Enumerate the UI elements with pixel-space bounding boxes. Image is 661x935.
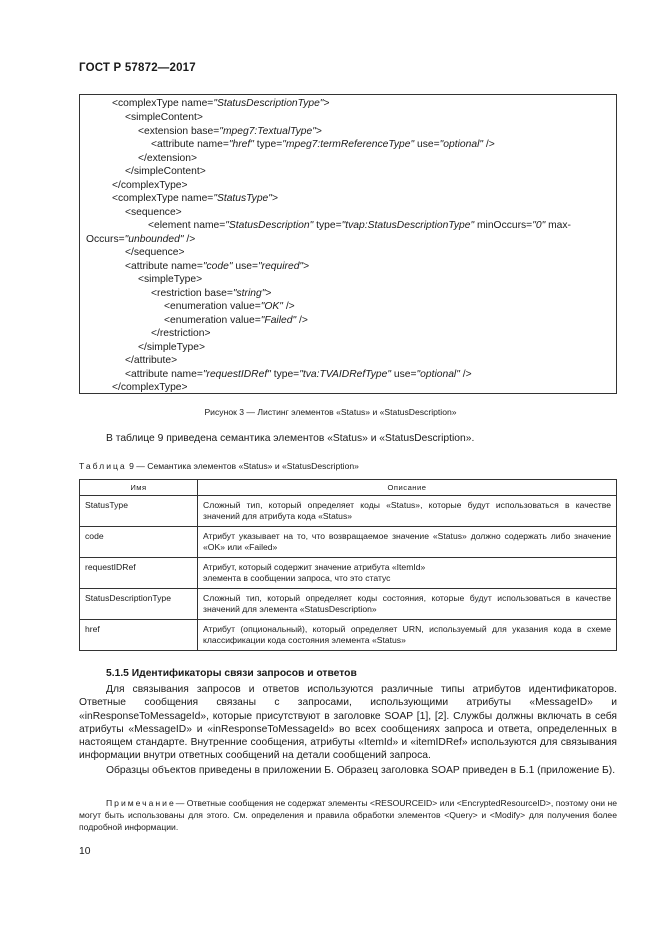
row-description: Атрибут (опциональный), который определяет URN, используемый для указания кода в схеме классификации кода состояния элемента «Status» [198,620,617,651]
section-title: 5.1.5 Идентификаторы связи запросов и ответов [106,668,357,679]
document-header: ГОСТ Р 57872—2017 [79,62,196,74]
row-description: Атрибут указывает на то, что возвращаемое значение «Status» должно содержать либо значение «OK» или «Failed» [198,527,617,558]
code-line: <element name="StatusDescription" type="tvap:StatusDescriptionType" minOccurs="0" max- [148,220,571,231]
code-listing [79,94,617,394]
table-title [79,461,359,471]
code-line: <enumeration value="Failed" /> [164,315,308,326]
row-name: StatusType [80,496,198,527]
row-name: href [80,620,198,651]
code-line: </attribute> [125,355,178,366]
code-line: <complexType name="StatusDescriptionType"> [112,98,330,109]
note-label: Примечание [106,798,176,808]
code-line: <sequence> [125,207,182,218]
note-text: — Ответные сообщения не содержат элементы <RESOURCEID> или <EncryptedResourceID>, поэтому они не могут быть использованы для этого. См. определения и правила обработки элементов <Query> и <Modify> для получения более подробной информации. [79,798,617,833]
note-block [79,797,617,834]
table-row [80,589,617,620]
code-line: </simpleContent> [125,166,206,177]
row-description: Сложный тип, который определяет коды «Status», которые будут использоваться в качестве значений для атрибута кода «Status» [198,496,617,527]
code-line: </sequence> [125,247,185,258]
code-line: Occurs="unbounded" /> [86,234,196,245]
code-line: <attribute name="href" type="mpeg7:termReferenceType" use="optional" /> [151,139,495,150]
code-line: <complexType name="StatusType"> [112,193,278,204]
semantics-table [79,479,617,651]
row-description: Сложный тип, который определяет коды состояния, которые будут использоваться в качестве значений для элемента «StatusDescription» [198,589,617,620]
code-line: <simpleType> [138,274,203,285]
column-header-name: Имя [80,480,198,496]
code-line: <restriction base="string"> [151,288,272,299]
table-row [80,527,617,558]
code-line: </restriction> [151,328,211,339]
page-number: 10 [79,846,91,857]
column-header-description: Описание [198,480,617,496]
code-line: <attribute name="requestIDRef" type="tva:TVAIDRefType" use="optional" /> [125,369,472,380]
table-header-row [80,480,617,496]
row-description: Атрибут, который содержит значение атрибута «ItemId» элемента в сообщении запроса, что это статус [198,558,617,589]
table-row [80,558,617,589]
code-line: </complexType> [112,382,188,393]
row-name: requestIDRef [80,558,198,589]
code-line: <simpleContent> [125,112,203,123]
table-row [80,620,617,651]
code-line: <extension base="mpeg7:TextualType"> [138,126,322,137]
row-name: StatusDescriptionType [80,589,198,620]
figure-caption: Рисунок 3 — Листинг элементов «Status» и «StatusDescription» [204,407,457,417]
code-line: </complexType> [112,180,188,191]
code-line: </simpleType> [138,342,205,353]
section-body [79,683,617,777]
row-name: code [80,527,198,558]
code-line: <attribute name="code" use="required"> [125,261,310,272]
section-paragraph-1: Для связывания запросов и ответов используются различные типы атрибутов идентификаторов. Ответные сообщения связаны с запросами, использующими атрибуты «MessageID» и «inResponseToMessageId», которые присутствуют в заголовке SOAP [1], [2]. Службы должны включать в себя атрибуты «MessageID» и «inResponseToMessageId» во всех сообщениях запроса и ответа, определенных в настоящем стандарте. Внутренние сообщения, атрибуты «ItemId» и «itemIDRef» используются для связывания информации внутри ответных сообщений на детали сообщений запроса. [79,684,617,762]
table-row [80,496,617,527]
table-title-label: Таблица [79,461,127,471]
section-paragraph-2: Образцы объектов приведены в приложении Б. Образец заголовка SOAP приведен в Б.1 (приложение Б). [106,764,616,776]
code-line: <enumeration value="OK" /> [164,301,295,312]
code-line: </extension> [138,153,197,164]
table-title-text: 9 — Семантика элементов «Status» и «StatusDescription» [129,461,359,471]
intro-paragraph: В таблице 9 приведена семантика элементов «Status» и «StatusDescription». [106,433,475,444]
